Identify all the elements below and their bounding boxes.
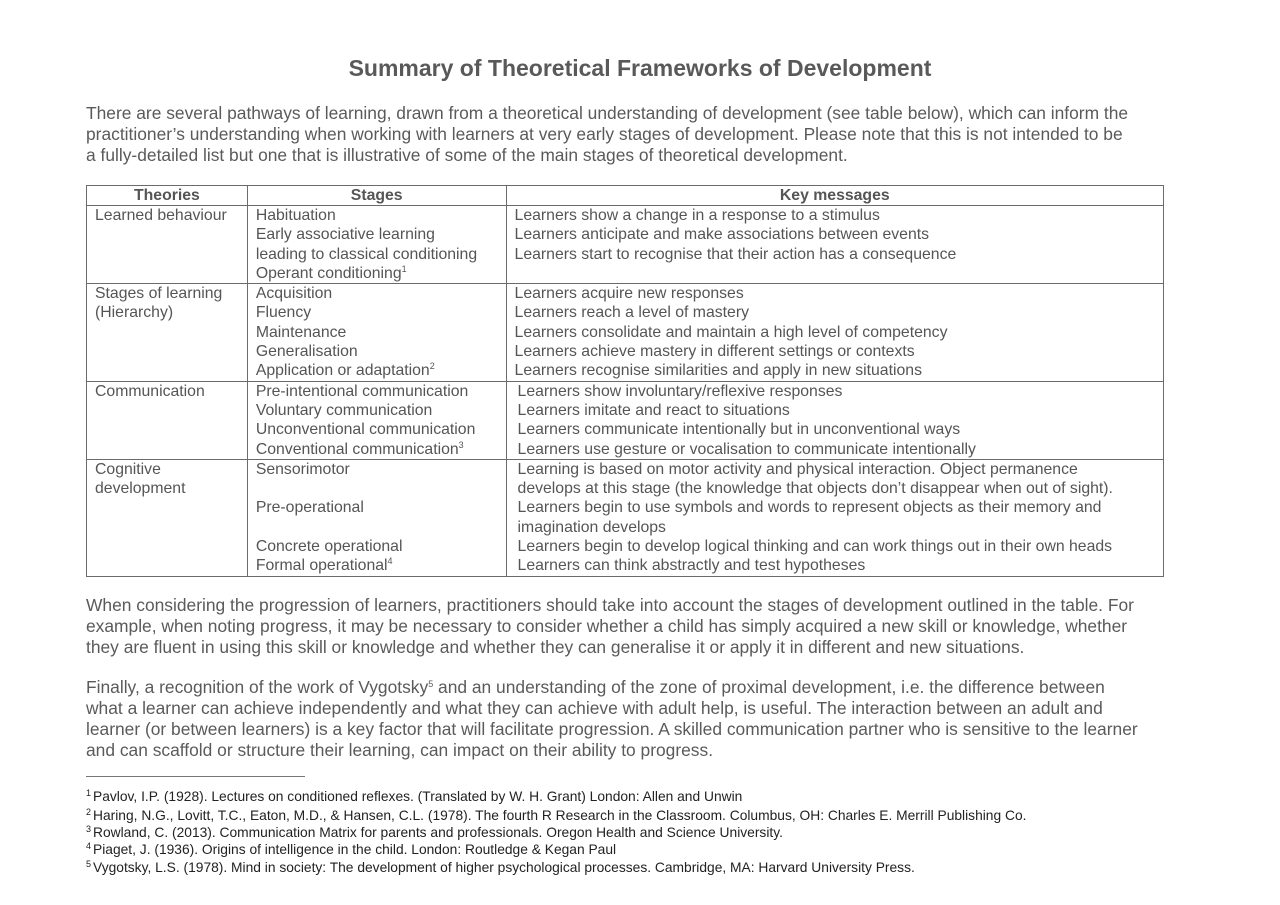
key-message: Learners begin to develop logical thinking and can work things out in their own heads bbox=[517, 538, 1113, 556]
table-row bbox=[87, 459, 1164, 576]
footnote-ref: 1 bbox=[401, 263, 407, 274]
stage-item: Sensorimotor bbox=[255, 460, 350, 478]
stages-cell bbox=[247, 284, 506, 381]
key-message: Learners show involuntary/reflexive responses bbox=[517, 382, 843, 400]
footnote bbox=[86, 838, 616, 858]
stage-item bbox=[256, 361, 498, 380]
stage-item: Unconventional communication bbox=[255, 421, 476, 439]
theory-name: Communication bbox=[95, 382, 205, 400]
intro-line: practitioner’s understanding when working with learners at very early stages of development. Please note that this is not intended to be bbox=[86, 124, 1123, 144]
theory-name: development bbox=[95, 480, 186, 498]
header-key-messages: Key messages bbox=[506, 186, 1163, 206]
key-message: Learners use gesture or vocalisation to communicate intentionally bbox=[517, 440, 976, 458]
stage-label: Operant conditioning bbox=[255, 264, 402, 282]
key-message bbox=[515, 264, 1155, 283]
stage-item: Pre-intentional communication bbox=[255, 382, 469, 400]
stage-item: Voluntary communication bbox=[255, 401, 433, 419]
key-message: Learners reach a level of mastery bbox=[514, 304, 749, 322]
paragraph-text: Finally, a recognition of the work of Vygotsky bbox=[86, 677, 429, 697]
progression-paragraph bbox=[86, 595, 1201, 658]
stage-item: Habituation bbox=[255, 207, 336, 224]
key-message: Learners consolidate and maintain a high level of competency bbox=[514, 323, 948, 341]
footnote-divider bbox=[86, 776, 305, 777]
key-message: Learners recognise similarities and apply in new situations bbox=[514, 362, 922, 380]
stage-item bbox=[256, 518, 498, 537]
header-stages: Stages bbox=[247, 186, 506, 206]
intro-line: a fully-detailed list but one that is illustrative of some of the main stages of theoretical development. bbox=[86, 145, 848, 165]
table-header-row bbox=[87, 186, 1164, 206]
footnote-ref: 3 bbox=[458, 439, 464, 450]
paragraph-line: they are fluent in using this skill or knowledge and whether they can generalise it or apply it in different and new situations. bbox=[86, 637, 1025, 657]
key-message: Learners can think abstractly and test hypotheses bbox=[517, 557, 866, 575]
theory-name: Learned behaviour bbox=[95, 207, 227, 224]
footnote-text: Vygotsky, L.S. (1978). Mind in society: The development of higher psychological processes. Cambridge, MA: Harvard University Press. bbox=[93, 860, 915, 875]
footnote-text: Piaget, J. (1936). Origins of intelligence in the child. London: Routledge & Kegan Paul bbox=[93, 842, 617, 857]
theory-name: Stages of learning bbox=[95, 285, 223, 303]
stage-item: Early associative learning bbox=[255, 226, 435, 244]
theory-cell bbox=[87, 381, 248, 459]
stage-item bbox=[256, 264, 498, 283]
footnote-text: Pavlov, I.P. (1928). Lectures on conditioned reflexes. (Translated by W. H. Grant) London: Allen and Unwin bbox=[93, 789, 743, 804]
stages-cell bbox=[247, 381, 506, 459]
footnote-text: Rowland, C. (2013). Communication Matrix for parents and professionals. Oregon Health and Science University. bbox=[93, 825, 783, 840]
stage-item bbox=[256, 440, 498, 459]
theory-cell bbox=[87, 206, 248, 284]
theory-name: (Hierarchy) bbox=[95, 304, 174, 322]
footnote-number: 4 bbox=[86, 841, 92, 851]
key-message: develops at this stage (the knowledge that objects don’t disappear when out of sight). bbox=[517, 480, 1113, 498]
stage-item: Concrete operational bbox=[255, 538, 403, 556]
theory-cell bbox=[87, 284, 248, 381]
key-message: Learners imitate and react to situations bbox=[517, 401, 790, 419]
stage-item bbox=[256, 479, 498, 498]
stage-item: leading to classical conditioning bbox=[255, 245, 478, 263]
messages-cell bbox=[506, 284, 1163, 381]
key-message: Learners achieve mastery in different settings or contexts bbox=[514, 343, 915, 361]
theory-name: Cognitive bbox=[95, 460, 161, 478]
table-row bbox=[87, 206, 1164, 284]
key-message: Learners show a change in a response to a stimulus bbox=[514, 207, 880, 224]
stage-item: Generalisation bbox=[255, 343, 358, 361]
paragraph-text: and an understanding of the zone of proximal development, i.e. the difference between bbox=[433, 677, 1105, 697]
paragraph-line: and can scaffold or structure their learning, can impact on their ability to progress. bbox=[86, 740, 714, 760]
footnote bbox=[86, 785, 742, 805]
footnote-number: 2 bbox=[86, 807, 92, 817]
footnote-number: 5 bbox=[86, 859, 92, 869]
footnote-ref: 2 bbox=[429, 361, 435, 372]
stage-item: Fluency bbox=[255, 304, 312, 322]
header-theories: Theories bbox=[87, 186, 248, 206]
stages-cell bbox=[247, 206, 506, 284]
key-message: Learners anticipate and make associations between events bbox=[514, 226, 930, 244]
footnote-number: 3 bbox=[86, 824, 92, 834]
key-message: Learners start to recognise that their action has a consequence bbox=[514, 245, 957, 263]
vygotsky-paragraph bbox=[86, 677, 1201, 761]
intro-paragraph bbox=[86, 103, 1201, 166]
page-title: Summary of Theoretical Frameworks of Development bbox=[348, 55, 932, 81]
messages-cell bbox=[506, 206, 1163, 284]
key-message: imagination develops bbox=[517, 518, 666, 536]
messages-cell bbox=[506, 459, 1163, 576]
paragraph-line: example, when noting progress, it may be necessary to consider whether a child has simply acquired a new skill or knowledge, whether bbox=[86, 616, 1128, 636]
stages-cell bbox=[247, 459, 506, 576]
stage-item: Acquisition bbox=[255, 285, 333, 303]
footnote-ref: 4 bbox=[387, 556, 393, 567]
footnote-text: Haring, N.G., Lovitt, T.C., Eaton, M.D., & Hansen, C.L. (1978). The fourth R Research in the Classroom. Columbus, OH: Charles E. Merrill Publishing Co. bbox=[93, 808, 1027, 823]
frameworks-table bbox=[86, 185, 1164, 577]
intro-line: There are several pathways of learning, drawn from a theoretical understanding of development (see table below), which can inform the bbox=[86, 103, 1129, 123]
table-row bbox=[87, 284, 1164, 381]
paragraph-line: When considering the progression of learners, practitioners should take into account the stages of development outlined in the table. For bbox=[86, 595, 1134, 615]
footnote-ref: 5 bbox=[428, 679, 434, 689]
theory-cell bbox=[87, 459, 248, 576]
stage-label: Formal operational bbox=[255, 557, 388, 575]
stage-item: Maintenance bbox=[255, 323, 347, 341]
paragraph-line: what a learner can achieve independently and what they can achieve with adult help, is useful. The interaction between an adult and bbox=[86, 698, 1103, 718]
key-message: Learners communicate intentionally but in unconventional ways bbox=[517, 421, 961, 439]
table-row bbox=[87, 381, 1164, 459]
footnote bbox=[86, 856, 915, 876]
key-message: Learners begin to use symbols and words to represent objects as their memory and bbox=[517, 499, 1102, 517]
paragraph-line bbox=[86, 677, 1201, 698]
messages-cell bbox=[506, 381, 1163, 459]
key-message: Learners acquire new responses bbox=[514, 285, 744, 303]
stage-item: Pre-operational bbox=[255, 499, 364, 517]
footnote-number: 1 bbox=[86, 788, 92, 798]
stage-label: Application or adaptation bbox=[255, 362, 430, 380]
paragraph-line: learner (or between learners) is a key factor that will facilitate progression. A skilled communication partner who is sensitive to the learner bbox=[86, 719, 1138, 739]
stage-label: Conventional communication bbox=[255, 440, 459, 458]
stage-item bbox=[256, 556, 498, 575]
key-message: Learning is based on motor activity and physical interaction. Object permanence bbox=[517, 460, 1078, 478]
